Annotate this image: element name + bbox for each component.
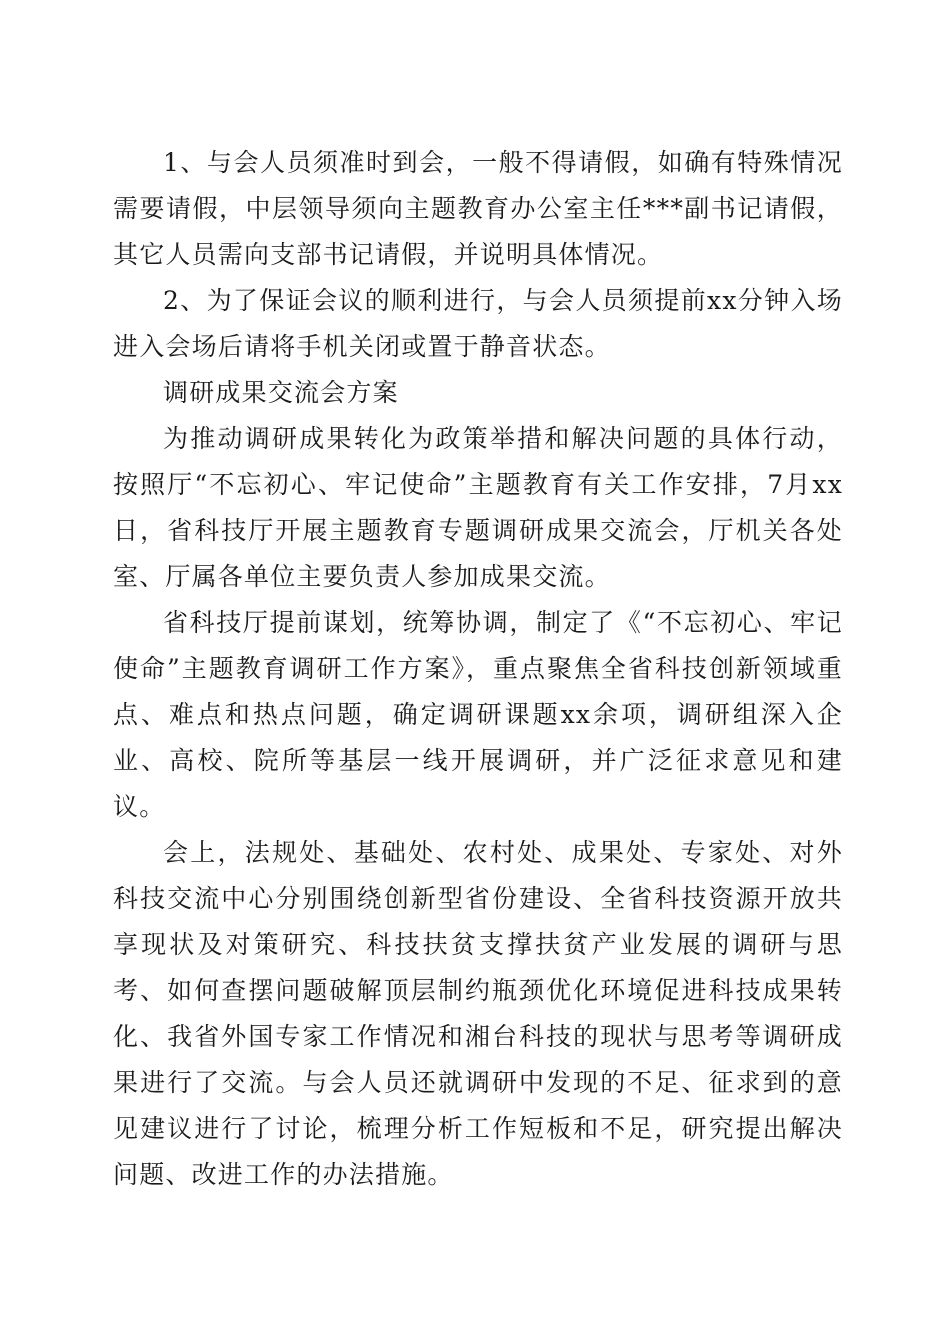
paragraph-attendance-rule-2: 2、为了保证会议的顺利进行，与会人员须提前xx分钟入场进入会场后请将手机关闭或置于静音状态。 — [113, 286, 843, 361]
section-title: 调研成果交流会方案 — [163, 378, 399, 407]
paragraph-attendance-rule-1: 1、与会人员须准时到会，一般不得请假，如确有特殊情况需要请假，中层领导须向主题教育办公室主任***副书记请假，其它人员需向支部书记请假，并说明具体情况。 — [113, 148, 843, 269]
paragraph-meeting: 会上，法规处、基础处、农村处、成果处、专家处、对外科技交流中心分别围绕创新型省份建设、全省科技资源开放共享现状及对策研究、科技扶贫支撑扶贫产业发展的调研与思考、如何查摆问题破解顶层制约瓶颈优化环境促进科技成果转化、我省外国专家工作情况和湘台科技的现状与思考等调研成果进行了交流。与会人员还就调研中发现的不足、征求到的意见建议进行了讨论，梳理分析工作短板和不足，研究提出解决问题、改进工作的办法措施。 — [113, 838, 843, 1189]
paragraph-intro: 为推动调研成果转化为政策举措和解决问题的具体行动，按照厅“不忘初心、牢记使命”主题教育有关工作安排，7月xx日，省科技厅开展主题教育专题调研成果交流会，厅机关各处室、厅属各单位主要负责人参加成果交流。 — [113, 424, 843, 591]
paragraph-planning: 省科技厅提前谋划，统筹协调，制定了《“不忘初心、牢记使命”主题教育调研工作方案》，重点聚焦全省科技创新领域重点、难点和热点问题，确定调研课题xx余项，调研组深入企业、高校、院所等基层一线开展调研，并广泛征求意见和建议。 — [113, 608, 843, 821]
document-body — [113, 140, 843, 1198]
